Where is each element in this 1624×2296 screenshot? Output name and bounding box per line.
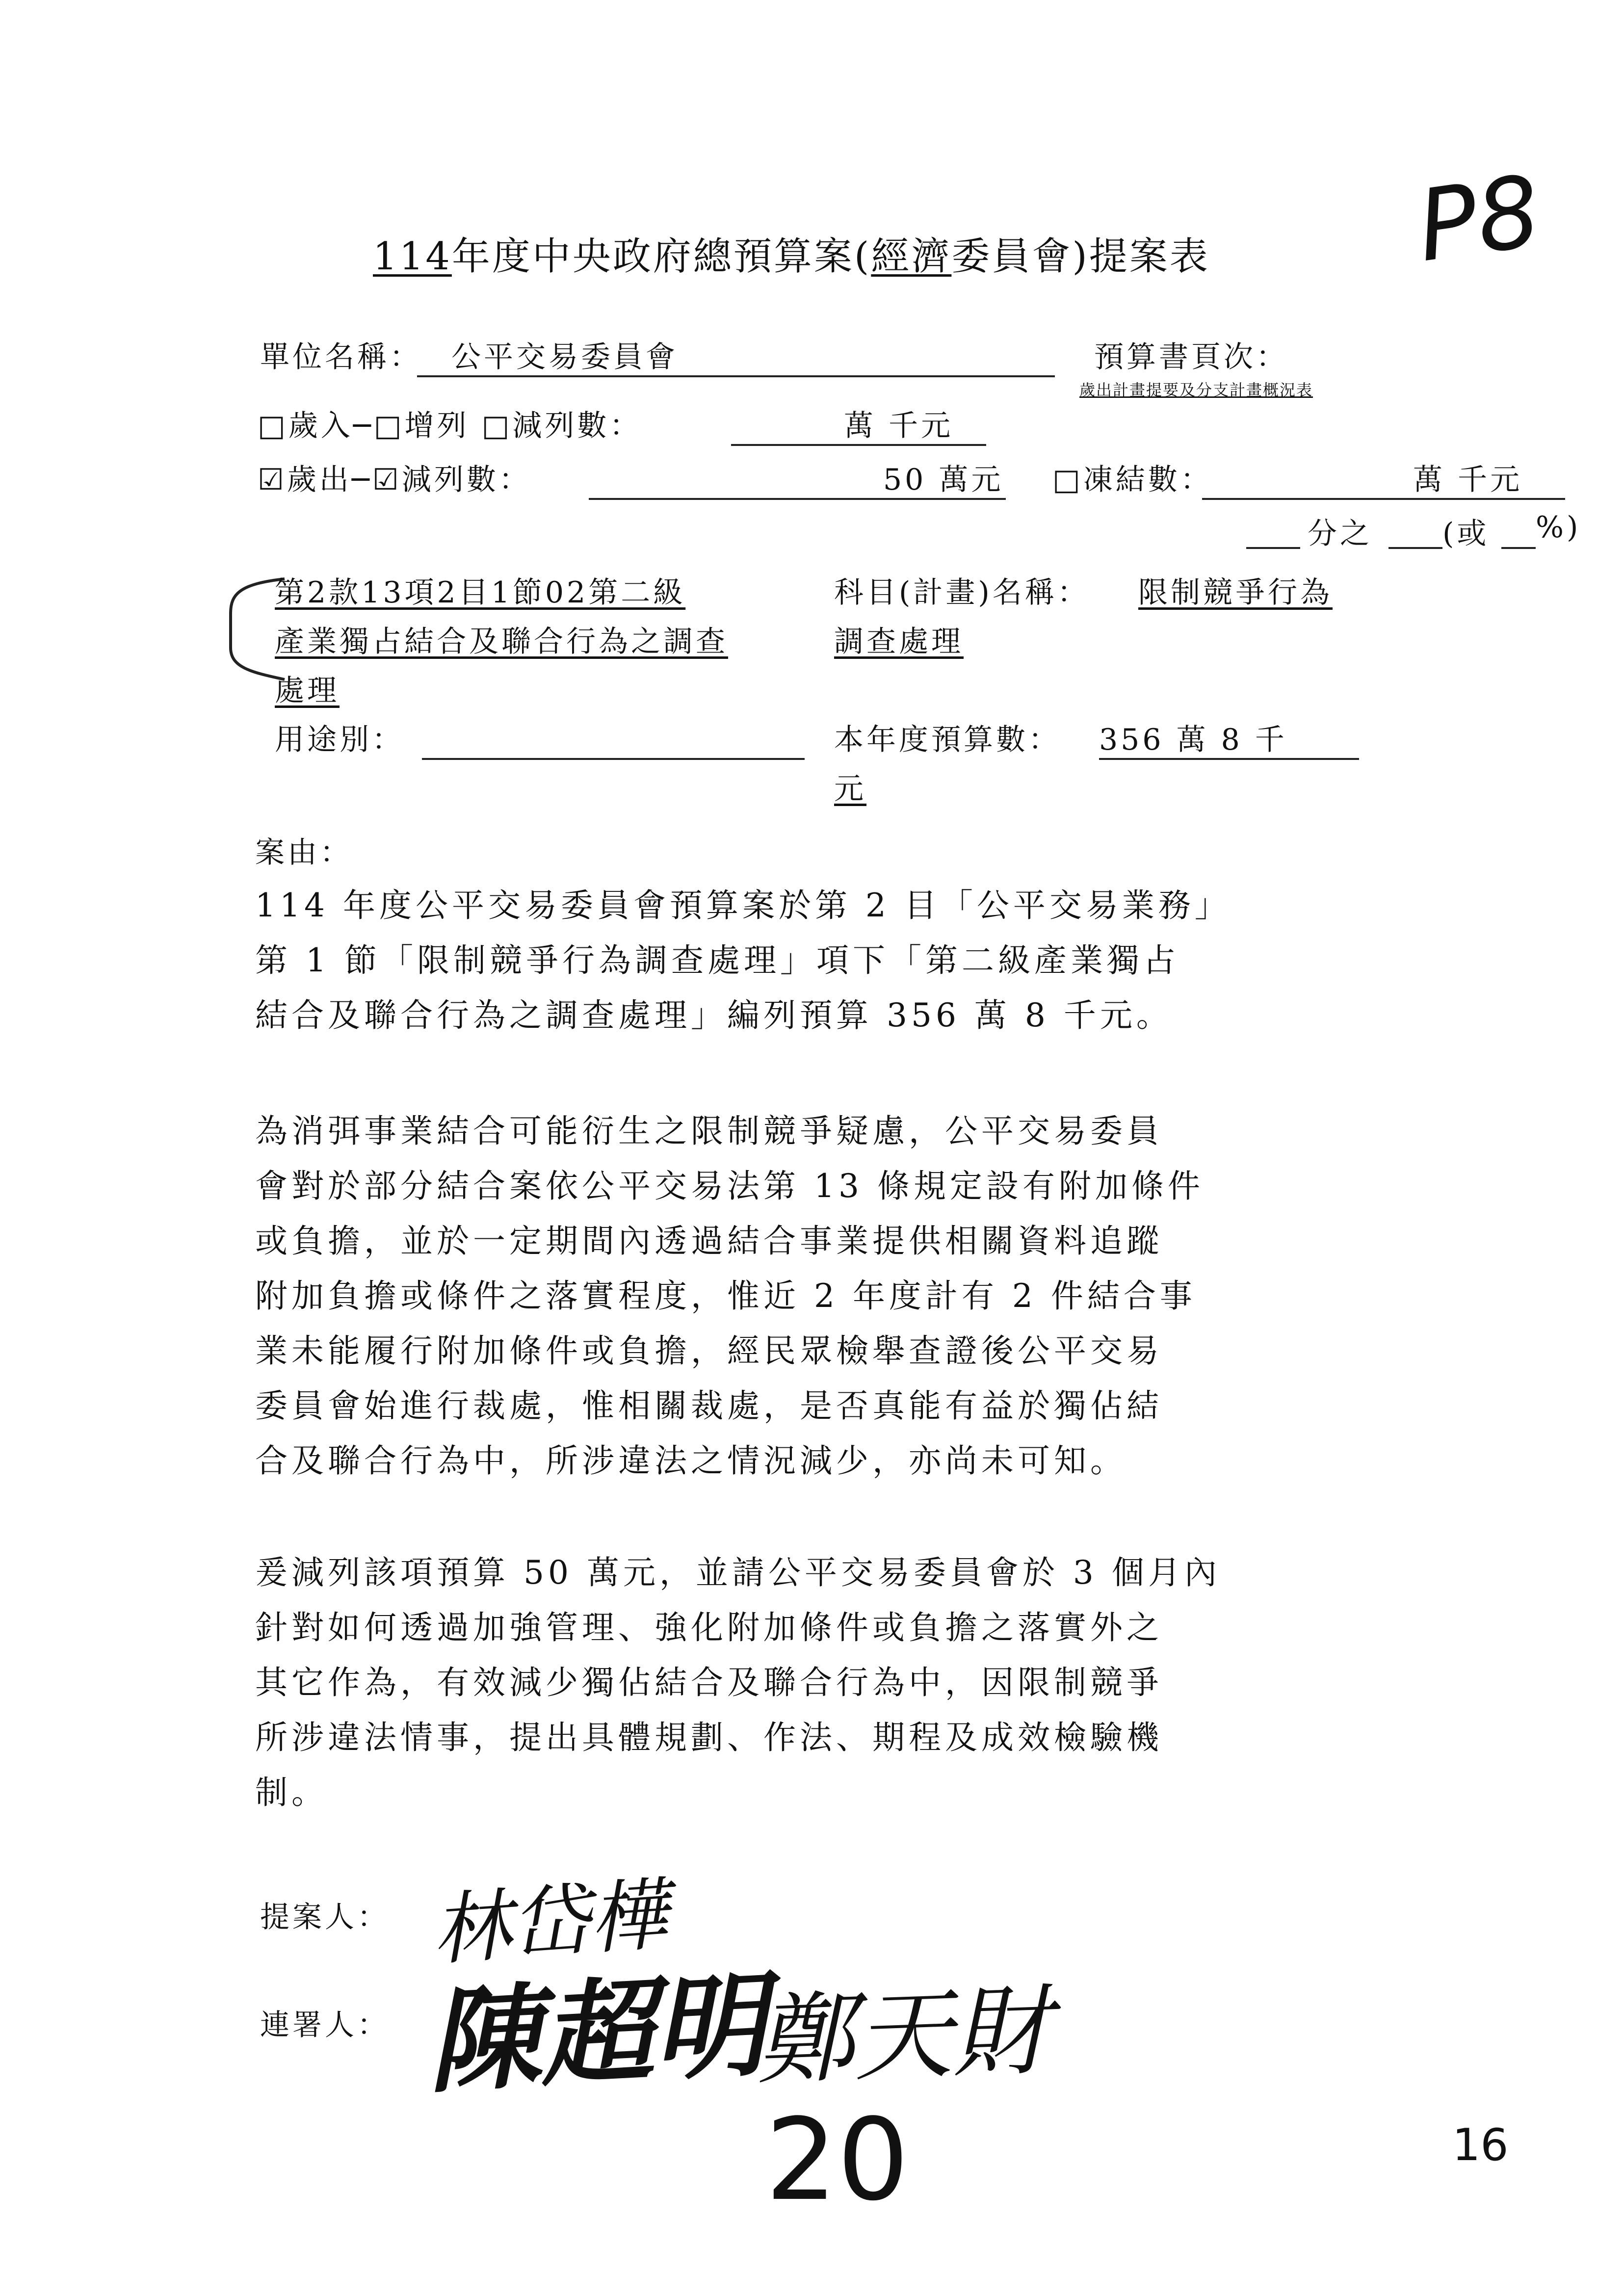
reason-line: 或負擔，並於一定期間內透過結合事業提供相關資料追蹤	[255, 1222, 1163, 1260]
revenue-row: □歲入─□增列 □減列數：	[258, 409, 642, 443]
unit-value: 公平交易委員會	[451, 340, 678, 374]
title-committee: 經濟	[871, 235, 952, 279]
cosigner-signature-2: 鄭天財	[754, 1974, 1052, 2099]
subject-label: 科目(計畫)名稱：	[834, 575, 1090, 610]
title-year: 114	[373, 235, 452, 279]
budget-page-note: 歲出計畫提要及分支計畫概況表	[1079, 381, 1313, 399]
subject-value-1: 限制競爭行為	[1138, 575, 1333, 610]
reason-paragraph-2	[255, 1104, 1204, 1488]
subject-value-2: 調查處理	[834, 625, 964, 659]
fraction-text: 分之	[1308, 517, 1372, 551]
revenue-unit: 萬 千元	[844, 409, 954, 443]
proposer-label: 提案人：	[260, 1900, 390, 1934]
budget-value: 356 萬 8 千	[1099, 723, 1287, 757]
purpose-underline	[422, 758, 805, 760]
reason-line: 其它作為，有效減少獨佔結合及聯合行為中，因限制競爭	[255, 1664, 1163, 1701]
expense-row: ☑歲出─☑減列數：	[258, 463, 531, 497]
reason-paragraph-3	[255, 1545, 1221, 1820]
budget-unit: 元	[834, 772, 866, 806]
cosigner-signature-1: 陳超明	[424, 1960, 769, 2109]
reason-line: 所涉違法情事，提出具體規劃、作法、期程及成效檢驗機	[255, 1719, 1163, 1756]
page-title	[373, 226, 1210, 281]
reason-paragraph-1	[255, 878, 1231, 1043]
reason-line: 結合及聯合行為之調查處理」編列預算 356 萬 8 千元。	[255, 996, 1173, 1034]
reason-line: 針對如何透過加強管理、強化附加條件或負擔之落實外之	[255, 1609, 1163, 1646]
reason-line: 會對於部分結合案依公平交易法第 13 條規定設有附加條件	[255, 1167, 1204, 1205]
title-before: 年度中央政府總預算案(	[451, 235, 871, 279]
fraction-blank-2	[1388, 547, 1442, 549]
reason-line: 制。	[255, 1774, 328, 1811]
purpose-label: 用途別：	[275, 723, 404, 757]
reason-line: 附加負擔或條件之落實程度，惟近 2 年度計有 2 件結合事	[255, 1277, 1196, 1315]
expense-amount: 50 萬元	[883, 463, 1004, 497]
budget-page-label: 預算書頁次：	[1094, 340, 1288, 374]
page-marker: P8	[1410, 154, 1547, 285]
freeze-label: □凍結數：	[1052, 463, 1213, 497]
budget-underline	[1099, 758, 1359, 760]
freeze-unit: 萬 千元	[1413, 463, 1523, 497]
reason-label: 案由：	[255, 835, 352, 870]
reason-line: 第 1 節「限制競爭行為調查處理」項下「第二級產業獨占	[255, 941, 1179, 979]
unit-label: 單位名稱：	[260, 340, 422, 374]
handwritten-number: 20	[765, 2095, 909, 2226]
proposer-signature: 林岱樺	[429, 1868, 671, 1977]
page-number: 16	[1452, 2119, 1509, 2171]
classification-line-1: 第2款13項2目1節02第二級	[275, 575, 686, 610]
reason-line: 委員會始進行裁處，惟相關裁處，是否真能有益於獨佔結	[255, 1387, 1163, 1425]
unit-underline	[417, 375, 1055, 377]
reason-line: 114 年度公平交易委員會預算案於第 2 目「公平交易業務」	[255, 887, 1231, 924]
budget-label: 本年度預算數：	[834, 723, 1061, 757]
cosigner-label: 連署人：	[260, 2008, 390, 2042]
or-text: (或	[1442, 517, 1490, 551]
reason-line: 業未能履行附加條件或負擔，經民眾檢舉查證後公平交易	[255, 1332, 1163, 1370]
title-after: 委員會)提案表	[951, 235, 1210, 279]
fraction-blank-3	[1501, 547, 1536, 549]
reason-line: 爰減列該項預算 50 萬元，並請公平交易委員會於 3 個月內	[255, 1554, 1221, 1592]
fraction-blank-1	[1246, 547, 1300, 549]
percent-text: %)	[1536, 510, 1581, 545]
reason-line: 為消弭事業結合可能衍生之限制競爭疑慮，公平交易委員	[255, 1112, 1163, 1150]
classification-line-2: 產業獨占結合及聯合行為之調查	[275, 625, 728, 659]
reason-line: 合及聯合行為中，所涉違法之情況減少，亦尚未可知。	[255, 1442, 1126, 1480]
classification-line-3: 處理	[275, 674, 340, 708]
